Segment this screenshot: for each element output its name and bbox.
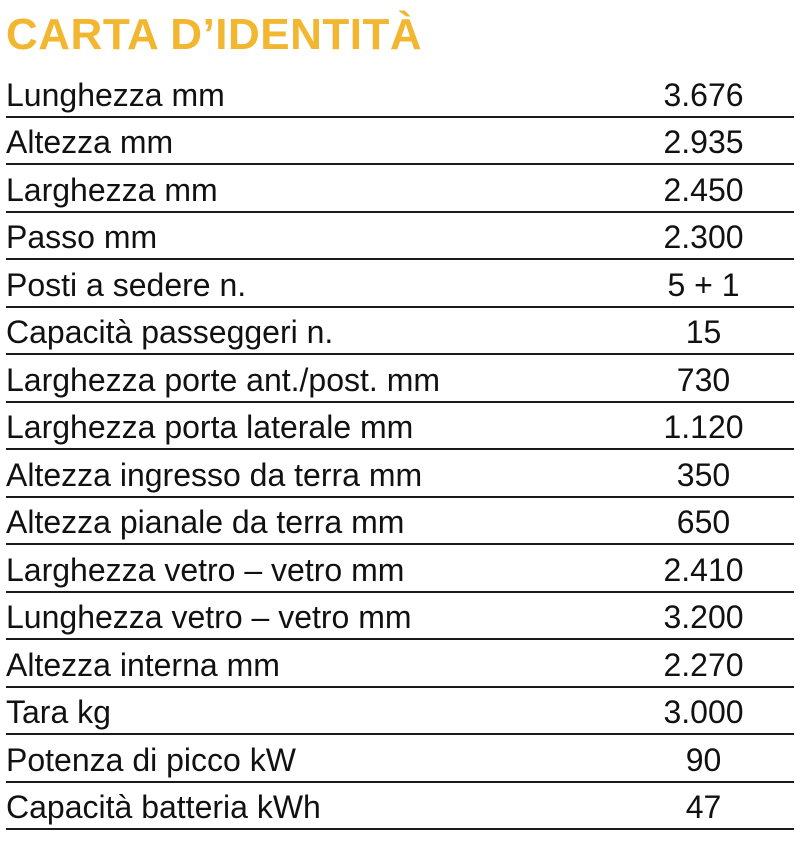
row-value: 650 — [676, 504, 731, 540]
spec-table — [6, 70, 794, 830]
row-label: Larghezza vetro – vetro mm — [6, 551, 405, 588]
table-row — [6, 545, 794, 593]
row-label: Altezza ingresso da terra mm — [6, 456, 423, 493]
row-label: Altezza interna mm — [6, 646, 280, 683]
row-value: 3.000 — [663, 694, 744, 730]
table-row — [6, 403, 794, 451]
table-row — [6, 118, 794, 166]
table-row — [6, 735, 794, 783]
row-value: 3.200 — [663, 599, 744, 635]
table-row — [6, 498, 794, 546]
row-label: Lunghezza vetro – vetro mm — [6, 599, 412, 635]
row-label: Larghezza porte ant./post. mm — [6, 361, 440, 398]
table-row — [6, 165, 794, 213]
table-row — [6, 688, 794, 736]
row-label: Altezza mm — [6, 124, 174, 160]
row-value: 2.410 — [663, 551, 744, 588]
row-label: Larghezza mm — [6, 171, 218, 208]
row-value: 2.300 — [663, 219, 744, 255]
row-value: 5 + 1 — [667, 266, 740, 303]
row-label: Capacità batteria kWh — [6, 789, 321, 825]
page-title: CARTA D’IDENTITÀ — [6, 10, 423, 59]
row-label: Altezza pianale da terra mm — [6, 504, 405, 540]
row-value: 1.120 — [663, 409, 744, 445]
row-label: Passo mm — [6, 219, 158, 255]
row-value: 2.935 — [663, 124, 744, 160]
row-label: Lunghezza mm — [6, 76, 225, 113]
table-row — [6, 308, 794, 356]
row-value: 47 — [685, 789, 722, 825]
row-value: 730 — [676, 361, 731, 398]
row-value: 2.270 — [663, 646, 744, 683]
table-row — [6, 213, 794, 261]
row-value: 2.450 — [663, 171, 744, 208]
table-row — [6, 70, 794, 118]
row-label: Capacità passeggeri n. — [6, 314, 334, 350]
table-row — [6, 355, 794, 403]
table-row — [6, 593, 794, 641]
table-row — [6, 450, 794, 498]
table-row — [6, 260, 794, 308]
row-label: Posti a sedere n. — [6, 266, 247, 303]
row-value: 90 — [685, 741, 722, 778]
row-value: 3.676 — [663, 76, 744, 113]
row-label: Potenza di picco kW — [6, 741, 296, 778]
row-value: 15 — [685, 314, 722, 350]
table-row — [6, 640, 794, 688]
row-value: 350 — [676, 456, 731, 493]
row-label: Larghezza porta laterale mm — [6, 409, 414, 445]
row-label: Tara kg — [6, 694, 111, 730]
table-row — [6, 783, 794, 831]
